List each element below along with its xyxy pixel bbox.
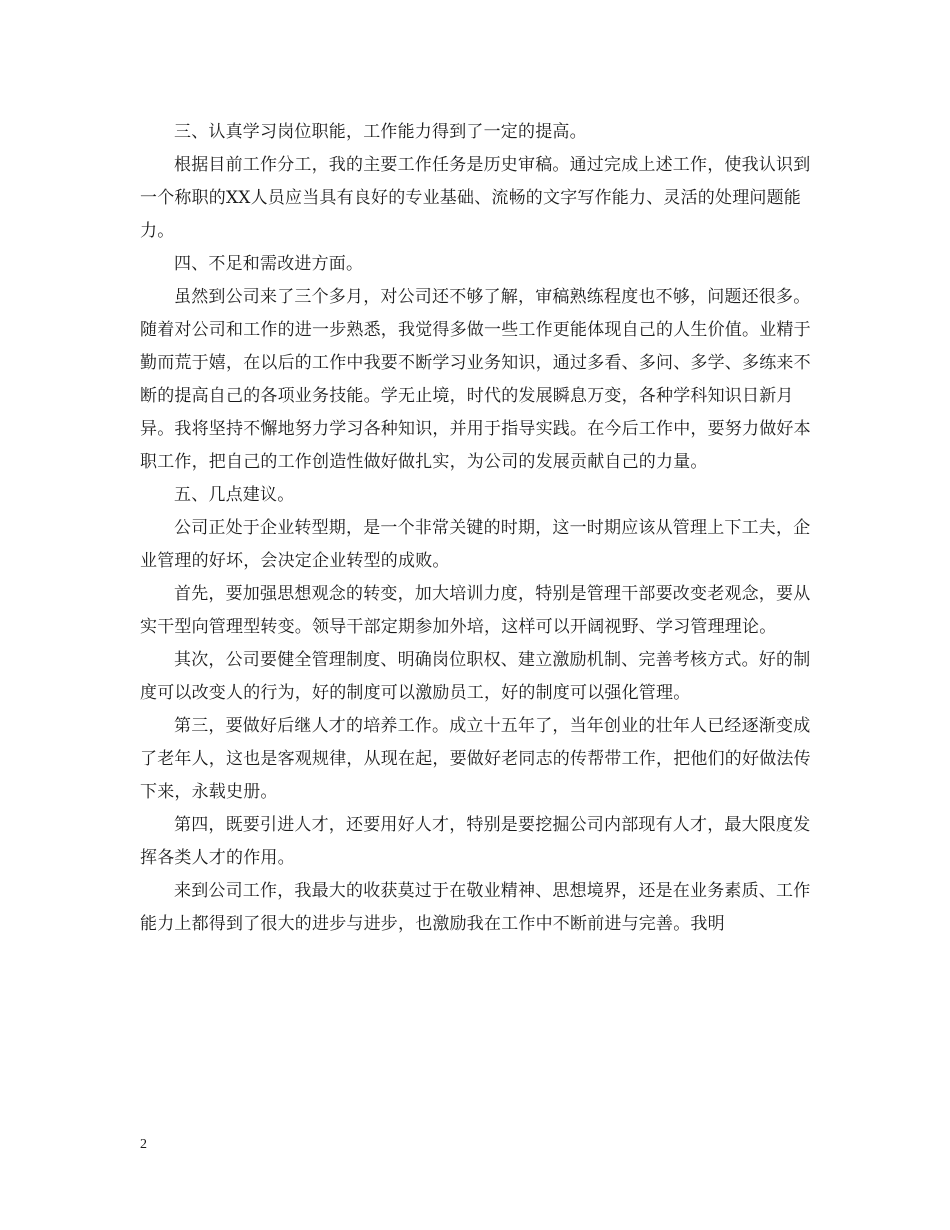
paragraph: 虽然到公司来了三个多月，对公司还不够了解，审稿熟练程度也不够，问题还很多。随着对公司和工作的进一步熟悉，我觉得多做一些工作更能体现自己的人生价值。业精于勤而荒于嬉，在以后的工作中我要不断学习业务知识，通过多看、多问、多学、多练来不断的提高自己的各项业务技能。学无止境，时代的发展瞬息万变，各种学科知识日新月异。我将坚持不懈地努力学习各种知识，并用于指导实践。在今后工作中，要努力做好本职工作，把自己的工作创造性做好做扎实，为公司的发展贡献自己的力量。 bbox=[140, 287, 811, 472]
paragraph: 第三，要做好后继人才的培养工作。成立十五年了，当年创业的壮年人已经逐渐变成了老年人，这也是客观规律，从现在起，要做好老同志的传帮带工作，把他们的好做法传下来，永载史册。 bbox=[140, 716, 811, 802]
paragraph: 公司正处于企业转型期，是一个非常关键的时期，这一时期应该从管理上下工夫，企业管理的好坏，会决定企业转型的成败。 bbox=[140, 518, 811, 571]
paragraph: 首先，要加强思想观念的转变，加大培训力度，特别是管理干部要改变老观念，要从实干型向管理型转变。领导干部定期参加外培，这样可以开阔视野、学习管理理论。 bbox=[140, 584, 811, 637]
section-heading-4: 四、不足和需改进方面。 bbox=[174, 254, 364, 274]
paragraph: 其次，公司要健全管理制度、明确岗位职权、建立激励机制、完善考核方式。好的制度可以改变人的行为，好的制度可以激励员工，好的制度可以强化管理。 bbox=[140, 650, 811, 703]
paragraph: 第四，既要引进人才，还要用好人才，特别是要挖掘公司内部现有人才，最大限度发挥各类人才的作用。 bbox=[140, 815, 811, 868]
page-number: 2 bbox=[140, 1137, 147, 1152]
paragraph: 根据目前工作分工，我的主要工作任务是历史审稿。通过完成上述工作，使我认识到一个称职的XX人员应当具有良好的专业基础、流畅的文字写作能力、灵活的处理问题能力。 bbox=[140, 155, 811, 241]
body-text bbox=[140, 116, 820, 941]
section-heading-5: 五、几点建议。 bbox=[174, 485, 295, 505]
section-heading-3: 三、认真学习岗位职能，工作能力得到了一定的提高。 bbox=[174, 122, 587, 142]
paragraph: 来到公司工作，我最大的收获莫过于在敬业精神、思想境界，还是在业务素质、工作能力上都得到了很大的进步与进步，也激励我在工作中不断前进与完善。我明 bbox=[140, 881, 811, 934]
